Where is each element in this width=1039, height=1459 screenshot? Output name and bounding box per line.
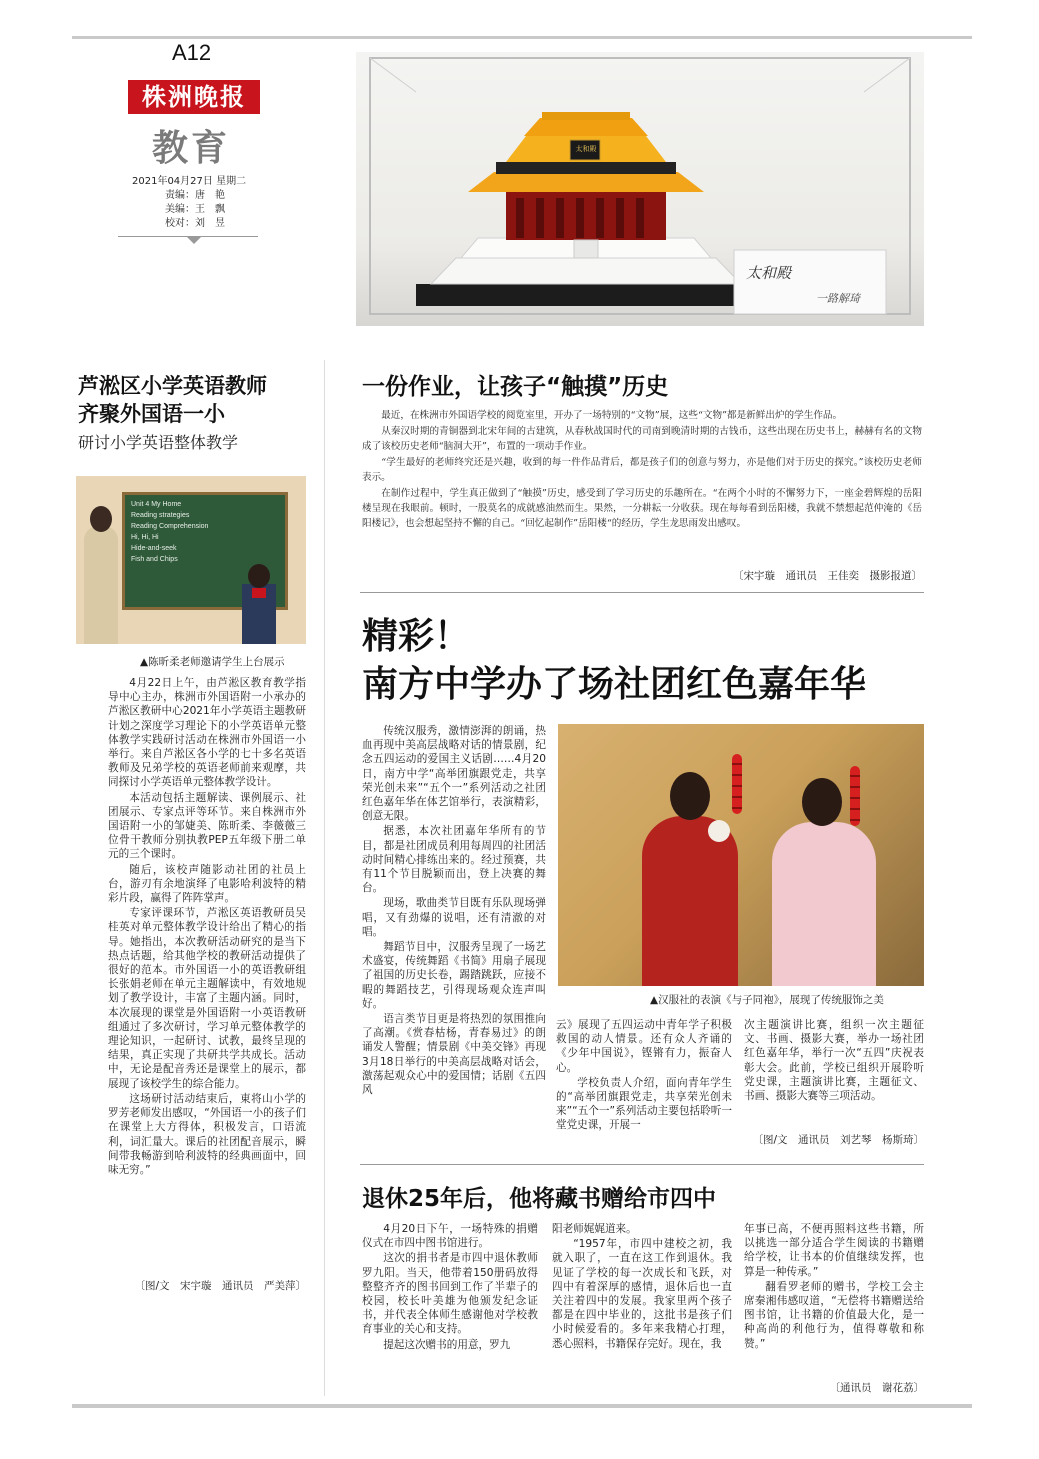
article3-title-line1: 精彩！ [362, 616, 471, 657]
board-text [125, 495, 285, 569]
palace-card-signature: 一路解琦 [816, 292, 860, 305]
classroom-photo [76, 476, 306, 644]
article4-paragraph: 翻看罗老师的赠书，学校工会主席秦湘伟感叹道，“无偿将书籍赠送给图书馆，让书籍的价值最大化，是一种高尚的利他行为，值得尊敬和称赞。” [744, 1280, 924, 1350]
newspaper-logo: 株洲晚报 [128, 80, 260, 114]
article2-credit: 〔宋宇璇 通讯员 王佳奕 摄影报道〕 [733, 570, 922, 582]
article4-credit: 〔通讯员 谢花荔〕 [829, 1382, 924, 1394]
top-rule [72, 36, 972, 39]
hanfu-performance-photo [558, 724, 924, 986]
palace-model-photo [356, 52, 924, 326]
article1-credit: 〔图/文 宋宇璇 通讯员 严美萍〕 [134, 1280, 306, 1292]
article4-col1 [362, 1222, 538, 1398]
student-head [248, 564, 270, 588]
article1-title-line1: 芦淞区小学英语教师 [78, 374, 267, 398]
section-title: 教育 [152, 127, 231, 169]
board-line: Fish and Chips [131, 556, 178, 563]
board-line: Hi, Hi, Hi [131, 534, 159, 541]
board-line: Reading strategies [131, 512, 190, 519]
article3-paragraph: 传统汉服秀，激情澎湃的朗诵，热血再现中美高层战略对话的情景剧，纪念五四运动的爱国主义话剧……4月20日，南方中学“高举团旗跟党走，共享荣光创未来”“五个一”系列活动之社团红色嘉年华在体艺馆举行，表演精彩，创意无限。 [362, 725, 546, 823]
editor-credit: 责编：唐 艳 [165, 190, 225, 201]
palace-model-drawing [356, 52, 924, 326]
designer-credit: 美编：王 飘 [165, 204, 225, 215]
article2-title: 一份作业，让孩子“触摸”历史 [362, 374, 669, 400]
article4-paragraph: 阳老师娓娓道来。 [552, 1223, 637, 1235]
issue-date: 2021年04月27日 星期二 [132, 176, 247, 187]
board-line: Reading Comprehension [131, 523, 209, 530]
article3-paragraph: 现场，歌曲类节目既有乐队现场弹唱，又有劲爆的说唱，还有清澈的对唱。 [362, 897, 546, 938]
article3-paragraph: 次主题演讲比赛，组织一次主题征文、书画、摄影大赛，举办一场社团红色嘉年华，举行一次“五四”庆祝表彰大会。此前，学校已组织开展聆听党史课，主题演讲比赛，主题征文、书画、摄影大赛等三项活动。 [744, 1019, 924, 1103]
article3-paragraph: 据悉，本次社团嘉年华所有的节目，都是社团成员利用每周四的社团活动时间精心排练出来的。经过预赛，共有11个节目脱颖而出，登上决赛的舞台。 [362, 825, 546, 895]
bottom-rule [72, 1404, 972, 1408]
article1-subtitle: 研讨小学英语整体教学 [78, 433, 239, 452]
article2-paragraph: 在制作过程中，学生真正做到了“触摸”历史，感受到了学习历史的乐趣所在。“在两个小时的不懈努力下，一座金碧辉煌的岳阳楼呈现在我眼前。顿时，一股莫名的成就感油然而生。果然，一分耕耘一分收获。现在每每看到岳阳楼，我就不禁想起范仲淹的《岳阳楼记》，也会想起坚持不懈的自己。“回忆起制作”岳阳楼“的经历，学生龙思雨发出感叹。 [362, 488, 922, 529]
article3-paragraph: 语言类节目更是将热烈的氛围推向了高潮。《赏春枯杨，青春易过》的朗诵发人警醒；情景剧《中美交锋》再现3月18日举行的中美高层战略对话会，激荡起观众心中的爱国情；话剧《五四风 [362, 1013, 546, 1097]
article2-body [362, 408, 922, 568]
palace-plaque-text: 太和殿 [575, 145, 597, 153]
article4-title: 退休25年后，他将藏书赠给市四中 [362, 1186, 717, 1212]
article4-paragraph: 提起这次赠书的用意，罗九 [383, 1338, 511, 1351]
article3-col1 [362, 724, 546, 1150]
article4-col2 [552, 1222, 732, 1398]
article3-col3 [744, 1018, 924, 1130]
proofreader-credit: 校对：刘 昱 [165, 218, 225, 229]
article4-paragraph: 这次的捐书者是市四中退休教师罗九阳。当天，他带着150册码放得整整齐齐的图书回到工作了半辈子的校园，校长叶美雄为他颁发纪念证书，并代表全体师生感谢他对学校教育事业的关心和支持。 [362, 1252, 538, 1336]
performer-right-dress [772, 822, 876, 986]
board-line: Unit 4 My Home [131, 501, 182, 508]
article3-col2 [556, 1018, 732, 1148]
article3-divider [360, 1164, 924, 1165]
article2-paragraph: 最近，在株洲市外国语学校的阅览室里，开办了一场特别的“文物”展，这些“文物”都是新鲜出炉的学生作品。 [381, 410, 843, 421]
board-line: Hide-and-seek [131, 545, 177, 552]
performer-left-head [670, 772, 710, 820]
teacher-head [90, 506, 112, 532]
hand-fan [708, 820, 730, 842]
article4-paragraph: 年事已高，不便再照料这些书籍，所以挑选一部分适合学生阅读的书籍赠给学校，让书本的价值继续发挥，也算是一种传承。” [744, 1223, 924, 1278]
page-number: A12 [172, 40, 212, 65]
article4-paragraph: 4月20日下午，一场特殊的捐赠仪式在市四中图书馆进行。 [362, 1223, 538, 1250]
article1-paragraph: 本活动包括主题解读、课例展示、社团展示、专家点评等环节。来自株洲市外国语附一小的邹婕美、陈昕柔、李薇薇三位骨干教师分别执教PEP五年级下册二单元的三个课时。 [108, 791, 306, 861]
article1-body [108, 676, 306, 1276]
article3-paragraph: 学校负责人介绍，面向青年学生的“高举团旗跟党走，共享荣光创未来”“五个一”系列活动主要包括聆听一堂党史课，开展一 [556, 1076, 732, 1132]
palace-name-card: 太和殿 [746, 264, 792, 282]
candied-haws-right [850, 766, 860, 826]
article3-credit: 〔图/文 通讯员 刘艺琴 杨斯琦〕 [752, 1134, 924, 1146]
column-divider [324, 360, 325, 1396]
article2-divider [360, 592, 924, 593]
article1-title-line2: 齐聚外国语一小 [78, 402, 225, 426]
article2-paragraph: “学生最好的老师终究还是兴趣，收到的每一件作品背后，都是孩子们的创意与努力，亦是他们对于历史的探究。”该校历史老师表示。 [362, 457, 922, 483]
candied-haws-left [732, 754, 742, 814]
article1-paragraph: 随后，该校声随影动社团的社员上台，游刃有余地演绎了电影哈利波特的精彩片段，赢得了阵阵掌声。 [108, 863, 306, 905]
masthead-chevron-icon [186, 236, 202, 244]
article1-photo-caption: ▲陈昕柔老师邀请学生上台展示 [140, 656, 285, 668]
article1-paragraph: 4月22日上午，由芦淞区教育教学指导中心主办，株洲市外国语附一小承办的芦淞区教研中心2021年小学英语主题教研计划之深度学习理论下的小学英语单元整体教学实践研讨活动在株洲市外国语一小举行。来自芦淞区各小学的七十多名英语教师及兄弟学校的英语老师前来观摩，共同探讨小学英语单元整体教学设计。 [108, 677, 306, 789]
article4-col3 [744, 1222, 924, 1378]
article2-paragraph: 从秦汉时期的青铜器到北宋年间的古建筑，从春秋战国时代的司南到晚清时期的古钱币，这些出现在历史书上，赫赫有名的文物成了该校历史老师“脑洞大开”，布置的一项动手作业。 [362, 426, 922, 452]
student-scarf [252, 588, 266, 598]
teacher-figure [84, 526, 118, 644]
article3-title-line2: 南方中学办了场社团红色嘉年华 [362, 664, 867, 705]
article1-paragraph: 专家评课环节，芦淞区英语教研员吴桂英对单元整体教学设计给出了精心的指导。她指出，本次教研活动研究的是当下热点话题，给其他学校的教研活动提供了很好的范本。市外国语一小的英语教研组长张娟老师在单元主题解读中，有效地规划了教学设计，丰富了主题内涵。同时，本次展现的课堂是外国语附一小英语教研组通过了多次研讨，学习单元整体教学的理论知识，一起研讨、试教，最终呈现的结果，真正实现了共研共学共成长。活动中，无论是配音秀还是课堂上的展示，都展现了该校学生的综合能力。 [108, 907, 306, 1090]
article3-paragraph: 云》展现了五四运动中青年学子积极救国的动人情景。还有众人齐诵的《少年中国说》，铿锵有力，振奋人心。 [556, 1019, 732, 1074]
article3-paragraph: 舞蹈节目中，汉服秀呈现了一场艺术盛宴，传统舞蹈《书简》用扇子展现了祖国的历史长卷，踢踏跳跃，应接不暇的舞蹈技艺，引得现场观众连声叫好。 [362, 941, 546, 1010]
performer-left-dress [642, 816, 738, 986]
performer-right-head [802, 778, 842, 826]
article4-paragraph: “1957年，市四中建校之初，我就入职了，一直在这工作到退休。我见证了学校的每一次成长和飞跃，对四中有着深厚的感情，退休后也一直关注着四中的发展。我家里两个孩子都是在四中毕业的，这批书是孩子们小时候爱看的。多年来我精心打理，悉心照料，书籍保存完好。现在，我 [552, 1238, 732, 1350]
article1-paragraph: 这场研讨活动结束后，東将山小学的罗芳老师发出感叹，“外国语一小的孩子们在课堂上大方得体，积极发言，口语流利，词汇量大。课后的社团配音展示，瞬间带我畅游到哈利波特的经典画面中，回味无穷。” [108, 1092, 306, 1176]
article3-photo-caption: ▲汉服社的表演《与子同袍》，展现了传统服饰之美 [650, 994, 884, 1006]
